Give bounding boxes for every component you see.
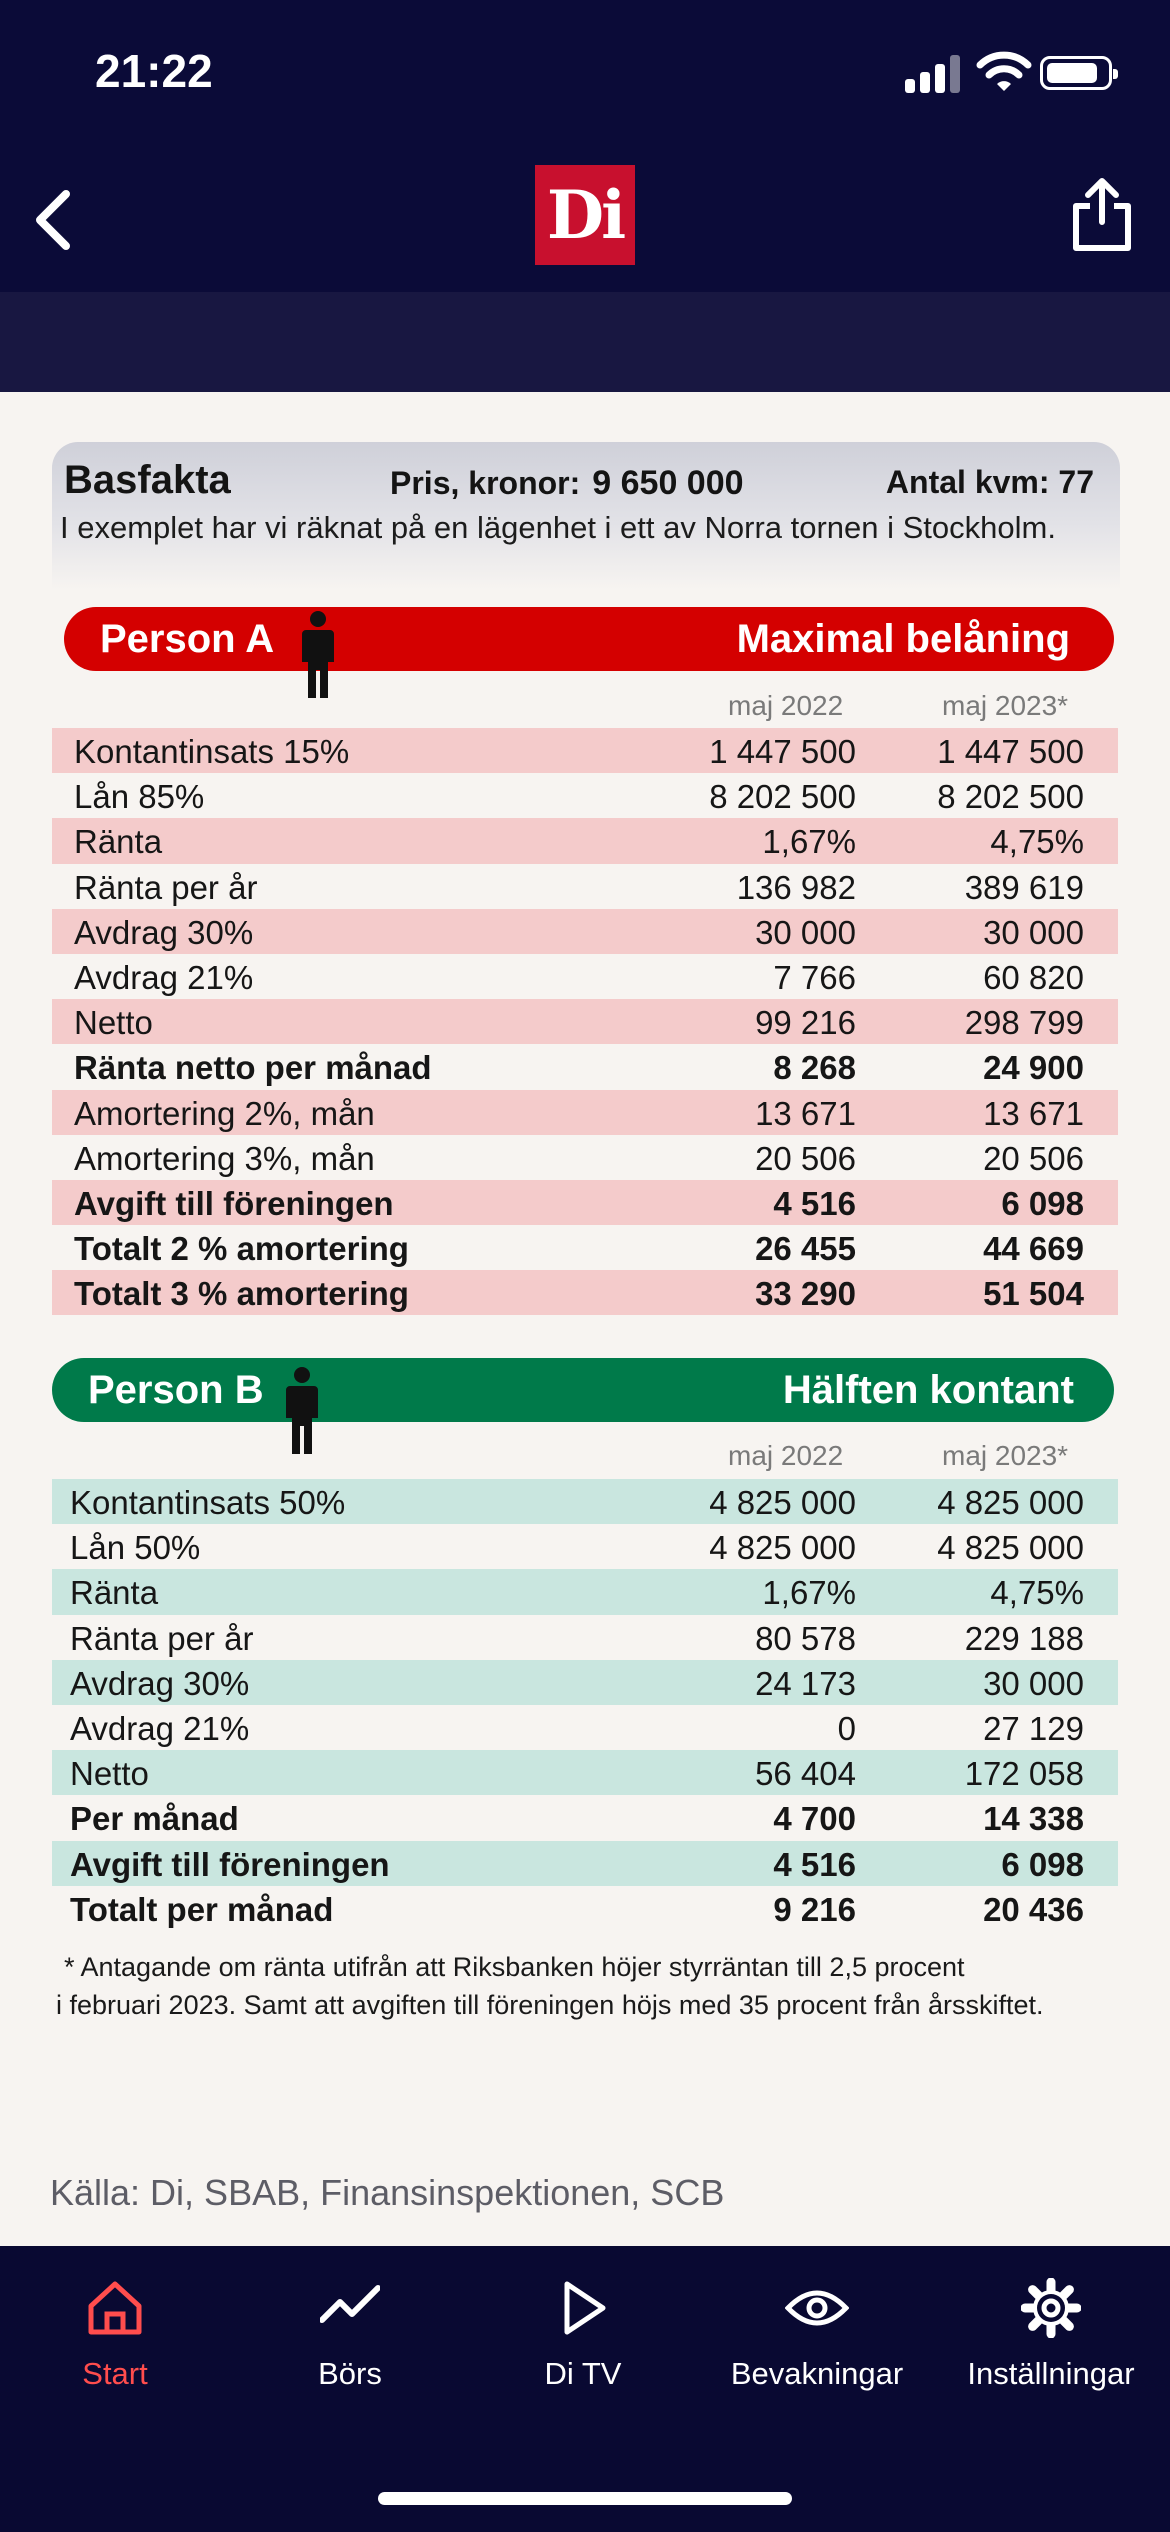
di-logo: Di bbox=[535, 165, 635, 265]
wifi-icon bbox=[976, 50, 1032, 94]
basfakta-title: Basfakta bbox=[64, 458, 231, 502]
table-row: Lån 50% 4 825 000 4 825 000 bbox=[70, 1529, 1084, 1567]
table-row: Ränta 1,67% 4,75% bbox=[52, 818, 1118, 863]
tab-label: Inställningar bbox=[967, 2356, 1135, 2391]
person-b-name: Person B bbox=[88, 1368, 264, 1412]
person-b-header bbox=[52, 1358, 1114, 1422]
person-icon bbox=[280, 1366, 324, 1456]
person-a-name: Person A bbox=[100, 617, 275, 661]
chart-line-icon bbox=[320, 2278, 380, 2338]
footnote bbox=[56, 1948, 1044, 2024]
tab-bar bbox=[0, 2246, 1170, 2532]
table-row: Totalt 3 % amortering 33 290 51 504 bbox=[52, 1270, 1118, 1315]
tab-installningar[interactable] bbox=[931, 2278, 1170, 2408]
play-icon bbox=[553, 2278, 613, 2338]
footnote-line-1: * Antagande om ränta utifrån att Riksbanken höjer styrräntan till 2,5 procent bbox=[64, 1952, 965, 1982]
person-b-col-2023: maj 2023* bbox=[942, 1440, 1069, 1471]
person-b-scenario: Hälften kontant bbox=[782, 1368, 1074, 1412]
kvm-label: Antal kvm: bbox=[885, 464, 1050, 500]
basfakta-description: I exemplet har vi räknat på en lägenhet i ett av Norra tornen i Stockholm. bbox=[60, 510, 1056, 545]
table-row: Netto 99 216 298 799 bbox=[52, 999, 1118, 1044]
person-a-table bbox=[52, 728, 1118, 1315]
table-row: Ränta 1,67% 4,75% bbox=[52, 1569, 1118, 1614]
person-a-header bbox=[64, 607, 1114, 671]
table-row: Totalt 2 % amortering 26 455 44 669 bbox=[74, 1230, 1084, 1268]
table-row: Avdrag 21% 0 27 129 bbox=[70, 1709, 1084, 1747]
price-value: 9 650 000 bbox=[592, 464, 744, 502]
price-label: Pris, kronor: bbox=[390, 465, 581, 501]
tab-bevakningar[interactable] bbox=[697, 2278, 937, 2408]
share-button[interactable] bbox=[1068, 174, 1136, 254]
table-row: Amortering 3%, mån 20 506 20 506 bbox=[74, 1139, 1084, 1177]
person-b-table bbox=[52, 1479, 1118, 1931]
person-a-col-2023: maj 2023* bbox=[942, 690, 1069, 721]
app-header bbox=[0, 150, 1170, 292]
table-row: Lån 85% 8 202 500 8 202 500 bbox=[74, 778, 1084, 816]
status-bar bbox=[0, 0, 1170, 150]
table-row: Avgift till föreningen 4 516 6 098 bbox=[52, 1841, 1118, 1886]
table-row: Totalt per månad 9 216 20 436 bbox=[70, 1890, 1084, 1928]
home-icon bbox=[85, 2278, 145, 2338]
basfakta-kvm bbox=[886, 464, 1094, 501]
tab-di-tv[interactable] bbox=[463, 2278, 703, 2408]
status-time: 21:22 bbox=[95, 45, 213, 97]
person-a-scenario: Maximal belåning bbox=[736, 617, 1070, 661]
footnote-line-2: i februari 2023. Samt att avgiften till föreningen höjs med 35 procent från årsskiftet. bbox=[56, 1990, 1044, 2020]
tab-start[interactable] bbox=[0, 2278, 235, 2408]
tab-bors[interactable] bbox=[230, 2278, 470, 2408]
header-band bbox=[0, 292, 1170, 392]
table-row: Kontantinsats 50% 4 825 000 4 825 000 bbox=[52, 1479, 1118, 1524]
back-button[interactable] bbox=[22, 180, 92, 260]
article-image bbox=[0, 392, 1170, 2246]
tab-label: Start bbox=[82, 2356, 148, 2391]
table-row: Avgift till föreningen 4 516 6 098 bbox=[52, 1180, 1118, 1225]
gear-icon bbox=[1021, 2278, 1081, 2338]
eye-icon bbox=[785, 2278, 849, 2338]
table-row: Netto 56 404 172 058 bbox=[52, 1750, 1118, 1795]
table-row: Kontantinsats 15% 1 447 500 1 447 500 bbox=[52, 728, 1118, 773]
source-caption: Källa: Di, SBAB, Finansinspektionen, SCB bbox=[50, 2172, 725, 2213]
table-row: Per månad 4 700 14 338 bbox=[70, 1800, 1084, 1838]
battery-icon bbox=[1040, 56, 1112, 90]
person-icon bbox=[296, 610, 340, 700]
kvm-value: 77 bbox=[1058, 464, 1094, 500]
table-row: Ränta per år 80 578 229 188 bbox=[70, 1619, 1084, 1657]
tab-label: Di TV bbox=[544, 2356, 622, 2391]
table-row: Ränta netto per månad 8 268 24 900 bbox=[74, 1049, 1084, 1087]
table-row: Amortering 2%, mån 13 671 13 671 bbox=[52, 1090, 1118, 1135]
table-row: Avdrag 21% 7 766 60 820 bbox=[74, 958, 1084, 996]
table-row: Avdrag 30% 24 173 30 000 bbox=[52, 1660, 1118, 1705]
tab-label: Bevakningar bbox=[730, 2356, 904, 2391]
basfakta-box bbox=[52, 442, 1120, 590]
person-a-col-2022: maj 2022 bbox=[728, 690, 844, 721]
home-indicator bbox=[378, 2492, 792, 2505]
person-b-col-2022: maj 2022 bbox=[728, 1440, 844, 1471]
cellular-signal-icon bbox=[905, 55, 961, 93]
basfakta-price bbox=[390, 464, 744, 503]
table-row: Avdrag 30% 30 000 30 000 bbox=[52, 909, 1118, 954]
tab-label: Börs bbox=[318, 2356, 382, 2391]
table-row: Ränta per år 136 982 389 619 bbox=[74, 868, 1084, 906]
